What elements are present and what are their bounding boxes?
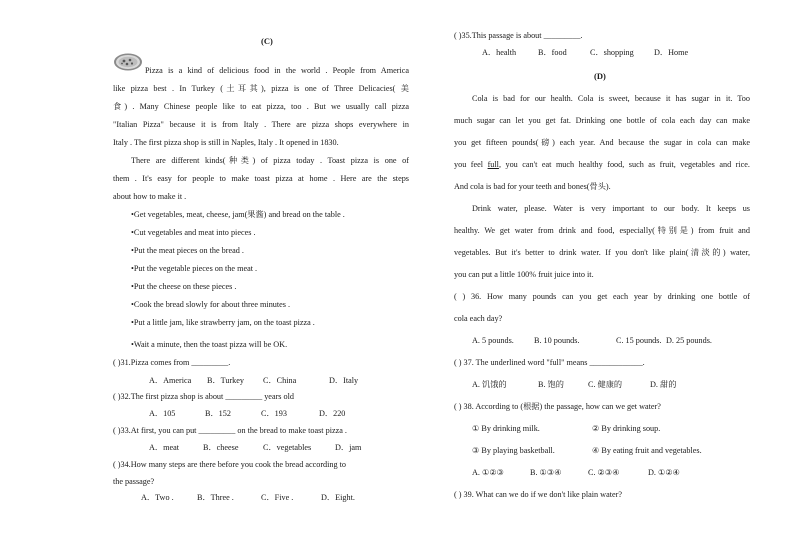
step-item: •Get vegetables, meat, cheese, jam(果酱) and bread on the table . [131, 210, 345, 219]
question-39-stem: ( ) 39. What can we do if we don't like plain water? [454, 490, 622, 499]
question-37-option-a[interactable]: A. 饥饿的 [472, 380, 507, 389]
question-38-stem: ( ) 38. According to (根据) the passage, how can we get water? [454, 402, 661, 411]
step-item: •Cook the bread slowly for about three minutes . [131, 300, 291, 309]
question-35-stem: ( )35.This passage is about _________. [454, 31, 583, 40]
question-38-option-d[interactable]: D. ①②④ [648, 468, 681, 477]
passage-c-line: Pizza is a kind of delicious food in the world . People from America [145, 66, 409, 75]
pizza-illustration [113, 52, 143, 72]
question-38-way-1: ① By drinking milk. [472, 424, 540, 433]
question-34-option-a[interactable]: A．Two . [141, 493, 174, 502]
passage-d-text: , you can't eat much healthy food, such as fruit, vegetables and rice. [498, 160, 750, 169]
question-34-option-d[interactable]: D．Eight. [321, 493, 355, 502]
passage-d-line: you get fifteen pounds(磅) each year. And because the sugar in cola can make [454, 138, 750, 147]
passage-c-line: about how to make it . [113, 192, 187, 201]
question-35-option-a[interactable]: A．health [482, 48, 517, 57]
question-33-option-b[interactable]: B．cheese [203, 443, 239, 452]
passage-d-line: healthy. We get water from drink and food, especially(特别是) from fruit and [454, 226, 750, 235]
passage-d-line: you can put a little 100% fruit juice into it. [454, 270, 594, 279]
passage-c-line: 食) . Many Chinese people like to eat pizza, too . But we usually call pizza [113, 102, 409, 111]
section-c-heading: (C) [261, 36, 273, 46]
question-32-stem: ( )32.The first pizza shop is about _________ years old [113, 392, 294, 401]
question-31-option-c[interactable]: C．China [263, 376, 297, 385]
section-d-heading: (D) [594, 71, 606, 81]
passage-d-line: Drink water, please. Water is very important to our body. It keeps us [472, 204, 750, 213]
passage-c-line: "Italian Pizza" because it is from Italy . There are pizza shops everywhere in [113, 120, 409, 129]
step-item: •Put a little jam, like strawberry jam, on the toast pizza . [131, 318, 315, 327]
question-34-stem-cont: the passage? [113, 477, 155, 486]
question-38-option-b[interactable]: B. ①③④ [530, 468, 562, 477]
step-item: •Put the cheese on these pieces . [131, 282, 237, 291]
question-36-option-a[interactable]: A. 5 pounds. [472, 336, 514, 345]
passage-d-line: Cola is bad for our health. Cola is sweet, because it has sugar in it. Too [472, 94, 750, 103]
question-31-stem: ( )31.Pizza comes from _________. [113, 358, 231, 367]
question-34-option-c[interactable]: C．Five . [261, 493, 294, 502]
question-38-option-a[interactable]: A. ①②③ [472, 468, 505, 477]
question-32-option-c[interactable]: C．193 [261, 409, 287, 418]
question-36-option-b[interactable]: B. 10 pounds. [534, 336, 580, 345]
question-32-option-a[interactable]: A．105 [149, 409, 176, 418]
step-item: •Put the meat pieces on the bread . [131, 246, 244, 255]
question-33-option-d[interactable]: D．jam [335, 443, 362, 452]
passage-d-line [454, 160, 750, 170]
question-36-option-d[interactable]: D. 25 pounds. [666, 336, 712, 345]
question-34-option-b[interactable]: B．Three . [197, 493, 234, 502]
passage-c-line: them . It's easy for people to make toast pizza at home . Here are the steps [113, 174, 409, 183]
step-item: •Put the vegetable pieces on the meat . [131, 264, 258, 273]
question-32-option-b[interactable]: B．152 [205, 409, 231, 418]
question-31-option-d[interactable]: D．Italy [329, 376, 359, 385]
question-37-option-d[interactable]: D. 甜的 [650, 380, 677, 389]
question-37-stem: ( ) 37. The underlined word "full" means _____________. [454, 358, 645, 367]
question-36-option-c[interactable]: C. 15 pounds. [616, 336, 662, 345]
question-31-option-a[interactable]: A．America [149, 376, 192, 385]
question-32-option-d[interactable]: D．220 [319, 409, 346, 418]
question-38-way-4: ④ By eating fruit and vegetables. [592, 446, 702, 455]
passage-c-line: There are different kinds(种类) of pizza today . Toast pizza is one of [131, 156, 409, 165]
question-33-stem: ( )33.At first, you can put _________ on the bread to make toast pizza . [113, 426, 347, 435]
question-38-way-3: ③ By playing basketball. [472, 446, 555, 455]
question-34-stem: ( )34.How many steps are there before you cook the bread according to [113, 460, 347, 469]
underlined-word-full: full [487, 160, 499, 169]
question-31-option-b[interactable]: B．Turkey [207, 376, 245, 385]
passage-c-line: Italy . The first pizza shop is still in Naples, Italy . It opened in 1830. [113, 138, 339, 147]
question-38-option-c[interactable]: C. ②③④ [588, 468, 620, 477]
question-38-way-2: ② By drinking soup. [592, 424, 661, 433]
question-35-option-c[interactable]: C．shopping [590, 48, 634, 57]
question-37-option-c[interactable]: C. 健康的 [588, 380, 623, 389]
question-35-option-b[interactable]: B．food [538, 48, 567, 57]
question-35-option-d[interactable]: D．Home [654, 48, 689, 57]
step-item: •Cut vegetables and meat into pieces . [131, 228, 256, 237]
question-37-option-b[interactable]: B. 饱的 [538, 380, 564, 389]
question-33-option-a[interactable]: A．meat [149, 443, 180, 452]
passage-d-line: vegetables. But it's better to drink water. If you don't like plain(清淡的) water, [454, 248, 750, 257]
step-item: •Wait a minute, then the toast pizza will be OK. [131, 340, 288, 349]
question-33-option-c[interactable]: C．vegetables [263, 443, 312, 452]
question-36-stem: ( ) 36. How many pounds can you get each year by drinking one bottle of [454, 292, 750, 301]
passage-c-line: like pizza best . In Turkey (土耳其), pizza is one of Three Delicacies( 美 [113, 84, 409, 93]
passage-d-line: much sugar can let you get fat. Drinking one bottle of cola each day can make [454, 116, 750, 125]
question-36-stem-cont: cola each day? [454, 314, 503, 323]
passage-d-text: you feel [454, 160, 488, 169]
passage-d-line: And cola is bad for your teeth and bones(骨头). [454, 182, 611, 191]
